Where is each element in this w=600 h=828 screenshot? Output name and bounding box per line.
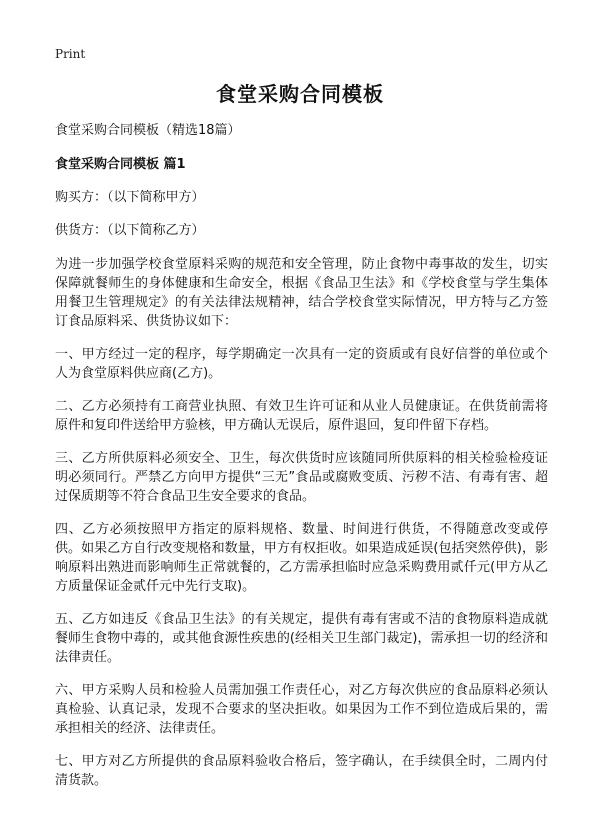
buyer-line: 购买方：（以下简称甲方）	[55, 190, 205, 205]
intro-paragraph: 为进一步加强学校食堂原料采购的规范和安全管理，防止食物中毒事故的发生，切实保障就餐师生的身体健康和生命安全，根据《食品卫生法》和《学校食堂与学生集体用餐卫生管理规定》的有关法律法规精神，结合学校食堂实际情况，甲方特与乙方签订食品原料采、供货协议如下：	[55, 257, 548, 329]
document-title: 食堂采购合同模板	[216, 82, 384, 106]
clause-5-paragraph: 五、乙方如违反《食品卫生法》的有关规定，提供有毒有害或不洁的食物原料造成就餐师生食物中毒的，或其他食源性疾患的(经相关卫生部门裁定)，需承担一切的经济和法律责任。	[55, 612, 548, 665]
clause-4-paragraph: 四、乙方必须按照甲方指定的原料规格、数量、时间进行供货，不得随意改变或停供。如果乙方自行改变规格和数量，甲方有权拒收。如果造成延误(包括突然停供)，影响原料出熟进而影响师生正常就餐的，乙方需承担临时应急采购费用贰仟元(甲方从乙方质量保证金贰仟元中先行支取)。	[55, 522, 548, 594]
supplier-line: 供货方：（以下简称乙方）	[55, 223, 205, 238]
clause-6-paragraph: 六、甲方采购人员和检验人员需加强工作责任心，对乙方每次供应的食品原料必须认真检验、认真记录，发现不合要求的坚决拒收。如果因为工作不到位造成后果的，需承担相关的经济、法律责任。	[55, 683, 548, 736]
clause-2-paragraph: 二、乙方必须持有工商营业执照、有效卫生许可证和从业人员健康证。在供货前需将原件和复印件送给甲方验核，甲方确认无误后，原件退回，复印件留下存档。	[55, 399, 548, 433]
clause-7-paragraph: 七、甲方对乙方所提供的食品原料验收合格后，签字确认，在手续俱全时，二周内付清货款。	[55, 754, 548, 788]
clause-3-paragraph: 三、乙方所供原料必须安全、卫生，每次供货时应该随同所供原料的相关检验检疫证明必须同行。严禁乙方向甲方提供“三无”食品或腐败变质、污秽不洁、有毒有害、超过保质期等不符合食品卫生安全要求的食品。	[55, 451, 548, 504]
document-body	[55, 122, 548, 804]
print-link[interactable]: Print	[55, 47, 86, 61]
clause-1-paragraph: 一、甲方经过一定的程序，每学期确定一次具有一定的资质或有良好信誉的单位或个人为食堂原料供应商(乙方)。	[55, 347, 548, 381]
section-heading: 食堂采购合同模板 篇1	[55, 157, 186, 172]
document-subtitle: 食堂采购合同模板（精选18篇）	[55, 123, 241, 138]
